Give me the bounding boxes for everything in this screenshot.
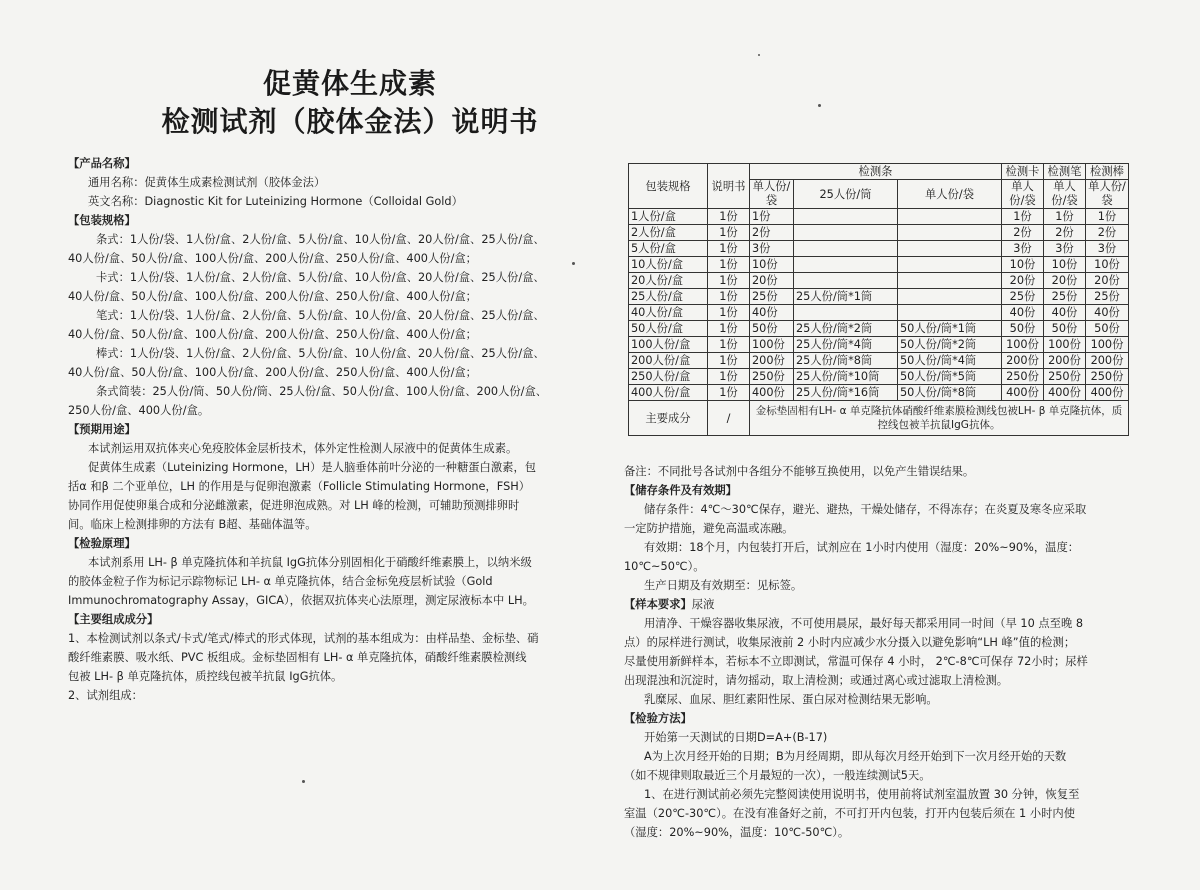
- method-line-6: （湿度：20%~90%，温度：10℃-50℃）。: [624, 826, 850, 839]
- cell-pack: 40人份/盒: [629, 305, 708, 321]
- cell-manual: 1份: [708, 321, 750, 337]
- cell-t25: 25人份/筒*2筒: [794, 321, 898, 337]
- cell-pack: 10人份/盒: [629, 257, 708, 273]
- header-single-bag: [750, 180, 794, 209]
- section-sample-tail: 尿液: [691, 598, 715, 611]
- cell-card: 40份: [1002, 305, 1044, 321]
- validity-line-1: 有效期：18个月，内包装打开后，试剂应在 1小时内使用（湿度：20%~90%，温度：: [644, 541, 1080, 554]
- cell-pen: 400份: [1044, 385, 1086, 401]
- cell-stick: 40份: [1086, 305, 1129, 321]
- header-pen-sub: [1044, 180, 1086, 209]
- components-line-3: 包被 LH- β 单克隆抗体，质控线包被羊抗鼠 IgG抗体。: [68, 670, 343, 683]
- cell-card: 400份: [1002, 385, 1044, 401]
- pack-card-1: 卡式：1人份/袋、1人份/盒、2人份/盒、5人份/盒、10人份/盒、20人份/盒、25人份/盒、: [96, 271, 545, 284]
- table-row: [629, 369, 1129, 385]
- cell-t50: [898, 225, 1002, 241]
- scan-speck: [818, 104, 821, 107]
- use-line-5: 间。临床上检测排卵的方法有 B超、基础体温等。: [68, 518, 317, 531]
- sample-line-4: 出现混浊和沉淀时，请勿摇动，取上清检测；或通过离心或过滤取上清检测。: [624, 674, 1009, 687]
- cell-pen: 3份: [1044, 241, 1086, 257]
- header-pack: 包装规格: [629, 164, 708, 209]
- cell-pack: 400人份/盒: [629, 385, 708, 401]
- cell-card: 50份: [1002, 321, 1044, 337]
- table-row: [629, 353, 1129, 369]
- cell-stick: 3份: [1086, 241, 1129, 257]
- cell-t25: 25人份/筒*16筒: [794, 385, 898, 401]
- cell-pack: 100人份/盒: [629, 337, 708, 353]
- cell-t25: [794, 257, 898, 273]
- cell-single: 200份: [750, 353, 794, 369]
- cell-manual: 1份: [708, 241, 750, 257]
- cell-t25: 25人份/筒*1筒: [794, 289, 898, 305]
- table-row: [629, 273, 1129, 289]
- components-line-2: 酸纤维素膜、吸水纸、PVC 板组成。金标垫固相有 LH- α 单克隆抗体，硝酸纤维素膜检测线: [68, 651, 527, 664]
- cell-pen: 50份: [1044, 321, 1086, 337]
- header-stick-sub: [1086, 180, 1129, 209]
- scan-speck: [758, 54, 760, 56]
- table-row: [629, 241, 1129, 257]
- pack-strip-2: 40人份/盒、50人份/盒、100人份/盒、200人份/盒、250人份/盒、400人份/盒；: [68, 252, 477, 265]
- scan-speck: [302, 780, 305, 783]
- cell-single: 20份: [750, 273, 794, 289]
- cell-card: 100份: [1002, 337, 1044, 353]
- header-single-bag-text: 单人份/袋: [752, 180, 791, 207]
- cell-stick: 50份: [1086, 321, 1129, 337]
- remark: 备注：不同批号各试剂中各组分不能够互换使用，以免产生错误结果。: [624, 465, 975, 478]
- cell-manual: 1份: [708, 209, 750, 225]
- cell-t50: 50人份/筒*5筒: [898, 369, 1002, 385]
- cell-single: 400份: [750, 385, 794, 401]
- cell-t25: [794, 273, 898, 289]
- header-pen: 检测笔: [1044, 164, 1086, 180]
- components-line-1: 1、本检测试剂以条式/卡式/笔式/棒式的形式体现，试剂的基本组成为：由样品垫、金标垫、硝: [68, 632, 539, 645]
- cell-stick: 25份: [1086, 289, 1129, 305]
- table-row: [629, 225, 1129, 241]
- cell-t25: [794, 209, 898, 225]
- pack-simple-2: 250人份/盒、400人份/盒。: [68, 404, 210, 417]
- pack-stick-2: 40人份/盒、50人份/盒、100人份/盒、200人份/盒、250人份/盒、400人份/盒；: [68, 366, 477, 379]
- cell-card: 20份: [1002, 273, 1044, 289]
- cell-pen: 1份: [1044, 209, 1086, 225]
- cell-t25: [794, 305, 898, 321]
- cell-single: 50份: [750, 321, 794, 337]
- cell-stick: 20份: [1086, 273, 1129, 289]
- cell-manual: 1份: [708, 257, 750, 273]
- components-line-4: 2、试剂组成：: [68, 689, 143, 702]
- table-row: [629, 305, 1129, 321]
- sample-line-1: 用清净、干燥容器收集尿液，不可使用晨尿，最好每天都采用同一时间（早 10 点至晚 8: [644, 617, 1084, 630]
- use-line-2: 促黄体生成素（Luteinizing Hormone，LH）是人脑垂体前叶分泌的一种糖蛋白激素，包: [88, 461, 537, 474]
- cell-t25: [794, 225, 898, 241]
- cell-t50: [898, 241, 1002, 257]
- cell-pen: 250份: [1044, 369, 1086, 385]
- cell-stick: 10份: [1086, 257, 1129, 273]
- cell-manual: 1份: [708, 305, 750, 321]
- header-card: 检测卡: [1002, 164, 1044, 180]
- cell-manual: 1份: [708, 225, 750, 241]
- cell-pack: 20人份/盒: [629, 273, 708, 289]
- cell-manual: 1份: [708, 385, 750, 401]
- use-line-4: 协同作用促使卵巢合成和分泌雌激素，促进卵泡成熟。对 LH 峰的检测，可辅助预测排卵时: [68, 499, 520, 512]
- section-method: 【检验方法】: [624, 712, 692, 725]
- method-line-1: 开始第一天测试的日期D=A+(B-17): [644, 731, 828, 744]
- pack-pen-2: 40人份/盒、50人份/盒、100人份/盒、200人份/盒、250人份/盒、400人份/盒；: [68, 328, 477, 341]
- header-card-sub: [1002, 180, 1044, 209]
- section-product-name: 【产品名称】: [68, 157, 136, 170]
- cell-single: 1份: [750, 209, 794, 225]
- cell-card: 200份: [1002, 353, 1044, 369]
- main-note: 金标垫固相有LH- α 单克隆抗体硝酸纤维素膜检测线包被LH- β 单克隆抗体，质控线包被羊抗鼠IgG抗体。: [750, 401, 1129, 436]
- pack-stick-1: 棒式：1人份/袋、1人份/盒、2人份/盒、5人份/盒、10人份/盒、20人份/盒、25人份/盒、: [96, 347, 545, 360]
- packaging-table: [628, 163, 1129, 436]
- method-line-2: A为上次月经开始的日期；B为月经周期，即从每次月经开始到下一次月经开始的天数: [644, 750, 1067, 763]
- cell-single: 10份: [750, 257, 794, 273]
- cell-t50: [898, 273, 1002, 289]
- cell-t50: [898, 209, 1002, 225]
- sample-line-3: 尽量使用新鲜样本，若标本不立即测试，常温可保存 4 小时， 2℃-8℃可保存 72小时；尿样: [624, 655, 1088, 668]
- cell-card: 10份: [1002, 257, 1044, 273]
- sample-line-2: 点）的尿样进行测试，收集尿液前 2 小时内应减少水分摄入以避免影响“LH 峰”值的检测；: [624, 636, 1076, 649]
- section-principle: 【检验原理】: [68, 537, 136, 550]
- header-25-tube: 25人份/筒: [794, 180, 898, 209]
- header-stick: 检测棒: [1086, 164, 1129, 180]
- section-storage: 【储存条件及有效期】: [624, 484, 737, 497]
- cell-t50: 50人份/筒*2筒: [898, 337, 1002, 353]
- cell-card: 2份: [1002, 225, 1044, 241]
- cell-manual: 1份: [708, 353, 750, 369]
- cell-stick: 1份: [1086, 209, 1129, 225]
- use-line-3: 括α 和β 二个亚单位，LH 的作用是与促卵泡激素（Follicle Stimulating Hormone，FSH）: [68, 480, 531, 493]
- cell-pack: 50人份/盒: [629, 321, 708, 337]
- cell-pack: 250人份/盒: [629, 369, 708, 385]
- cell-t50: [898, 305, 1002, 321]
- cell-t50: [898, 289, 1002, 305]
- header-strip: 检测条: [750, 164, 1002, 180]
- cell-single: 3份: [750, 241, 794, 257]
- pack-card-2: 40人份/盒、50人份/盒、100人份/盒、200人份/盒、250人份/盒、400人份/盒；: [68, 290, 477, 303]
- method-line-3: （如不规律则取最近三个月最短的一次），一般连续测试5天。: [624, 769, 931, 782]
- principle-line-3: Immunochromatography Assay，GICA），依据双抗体夹心法原理，测定尿液标本中 LH。: [68, 594, 534, 607]
- cell-stick: 400份: [1086, 385, 1129, 401]
- header-pen-sub-text: 单人份/袋: [1051, 180, 1078, 207]
- pack-simple-1: 条式简装：25人份/筒、50人份/筒、25人份/盒、50人份/盒、100人份/盒、200人份/盒、: [96, 385, 548, 398]
- cell-manual: 1份: [708, 273, 750, 289]
- section-intended-use: 【预期用途】: [68, 423, 136, 436]
- cell-stick: 2份: [1086, 225, 1129, 241]
- cell-card: 250份: [1002, 369, 1044, 385]
- principle-line-1: 本试剂系用 LH- β 单克隆抗体和羊抗鼠 IgG抗体分别固相化于硝酸纤维素膜上，以纳米级: [88, 556, 532, 569]
- use-line-1: 本试剂运用双抗体夹心免疫胶体金层析技术，体外定性检测人尿液中的促黄体生成素。: [88, 442, 518, 455]
- table-row: [629, 337, 1129, 353]
- cell-pack: 1人份/盒: [629, 209, 708, 225]
- cell-t25: 25人份/筒*10筒: [794, 369, 898, 385]
- cell-t50: 50人份/筒*8筒: [898, 385, 1002, 401]
- cell-pack: 2人份/盒: [629, 225, 708, 241]
- cell-stick: 200份: [1086, 353, 1129, 369]
- cell-manual: 1份: [708, 369, 750, 385]
- cell-pen: 200份: [1044, 353, 1086, 369]
- header-card-sub-text: 单人份/袋: [1009, 180, 1036, 207]
- cell-t25: 25人份/筒*4筒: [794, 337, 898, 353]
- main-label: 主要成分: [629, 401, 708, 436]
- right-column: [624, 462, 1144, 842]
- cell-t50: [898, 257, 1002, 273]
- section-components: 【主要组成成分】: [68, 613, 159, 626]
- cell-manual: 1份: [708, 337, 750, 353]
- table-row: [629, 209, 1129, 225]
- method-line-5: 室温（20℃-30℃）。在没有准备好之前，不可打开内包装，打开内包装后须在 1 小时内使: [624, 807, 1076, 820]
- cell-t50: 50人份/筒*4筒: [898, 353, 1002, 369]
- cell-card: 25份: [1002, 289, 1044, 305]
- english-name: 英文名称：Diagnostic Kit for Luteinizing Hormone（Colloidal Gold）: [88, 195, 463, 208]
- section-sample-row: [624, 595, 1144, 614]
- table-row: [629, 257, 1129, 273]
- generic-name: 通用名称：促黄体生成素检测试剂（胶体金法）: [88, 176, 326, 189]
- cell-pen: 40份: [1044, 305, 1086, 321]
- table-row: [629, 289, 1129, 305]
- cell-single: 40份: [750, 305, 794, 321]
- cell-pen: 10份: [1044, 257, 1086, 273]
- method-line-4: 1、在进行测试前必须先完整阅读使用说明书，使用前将试剂室温放置 30 分钟，恢复至: [644, 788, 1080, 801]
- cell-single: 250份: [750, 369, 794, 385]
- scan-speck: [572, 262, 575, 265]
- cell-card: 3份: [1002, 241, 1044, 257]
- pack-strip-1: 条式：1人份/袋、1人份/盒、2人份/盒、5人份/盒、10人份/盒、20人份/盒、25人份/盒、: [96, 233, 545, 246]
- cell-pen: 100份: [1044, 337, 1086, 353]
- title-line-2: 检测试剂（胶体金法）说明书: [161, 105, 539, 138]
- cell-pen: 25份: [1044, 289, 1086, 305]
- sample-line-5: 乳糜尿、血尿、胆红素阳性尿、蛋白尿对检测结果无影响。: [644, 693, 938, 706]
- section-sample: 【样本要求】: [624, 598, 692, 611]
- cell-t25: [794, 241, 898, 257]
- header-stick-sub-text: 单人份/袋: [1088, 180, 1126, 207]
- cell-pack: 25人份/盒: [629, 289, 708, 305]
- table-body: [629, 209, 1129, 401]
- cell-stick: 100份: [1086, 337, 1129, 353]
- storage-line-2: 一定防护措施，避免高温或冻融。: [624, 522, 794, 535]
- cell-pack: 200人份/盒: [629, 353, 708, 369]
- cell-t50: 50人份/筒*1筒: [898, 321, 1002, 337]
- title-line-1: 促黄体生成素: [262, 67, 437, 100]
- section-packaging: 【包装规格】: [68, 214, 136, 227]
- validity-line-2: 10℃~50℃）。: [624, 560, 705, 573]
- pack-pen-1: 笔式：1人份/袋、1人份/盒、2人份/盒、5人份/盒、10人份/盒、20人份/盒、25人份/盒、: [96, 309, 545, 322]
- header-single-bag-2: 单人份/袋: [898, 180, 1002, 209]
- cell-card: 1份: [1002, 209, 1044, 225]
- principle-line-2: 的胶体金粒子作为标记示踪物标记 LH- α 单克隆抗体，结合金标免疫层析试验（Gold: [68, 575, 493, 588]
- table-row: [629, 385, 1129, 401]
- main-manual: /: [708, 401, 750, 436]
- cell-t25: 25人份/筒*8筒: [794, 353, 898, 369]
- cell-single: 2份: [750, 225, 794, 241]
- header-manual: 说明书: [708, 164, 750, 209]
- cell-pen: 2份: [1044, 225, 1086, 241]
- cell-stick: 250份: [1086, 369, 1129, 385]
- cell-pack: 5人份/盒: [629, 241, 708, 257]
- storage-line-1: 储存条件：4℃～30℃保存，避光、避热，干燥处储存，不得冻存；在炎夏及寒冬应采取: [644, 503, 1087, 516]
- production-date: 生产日期及有效期至：见标签。: [644, 579, 803, 592]
- cell-manual: 1份: [708, 289, 750, 305]
- left-column: [68, 154, 608, 705]
- table-row: [629, 321, 1129, 337]
- cell-pen: 20份: [1044, 273, 1086, 289]
- cell-single: 25份: [750, 289, 794, 305]
- cell-single: 100份: [750, 337, 794, 353]
